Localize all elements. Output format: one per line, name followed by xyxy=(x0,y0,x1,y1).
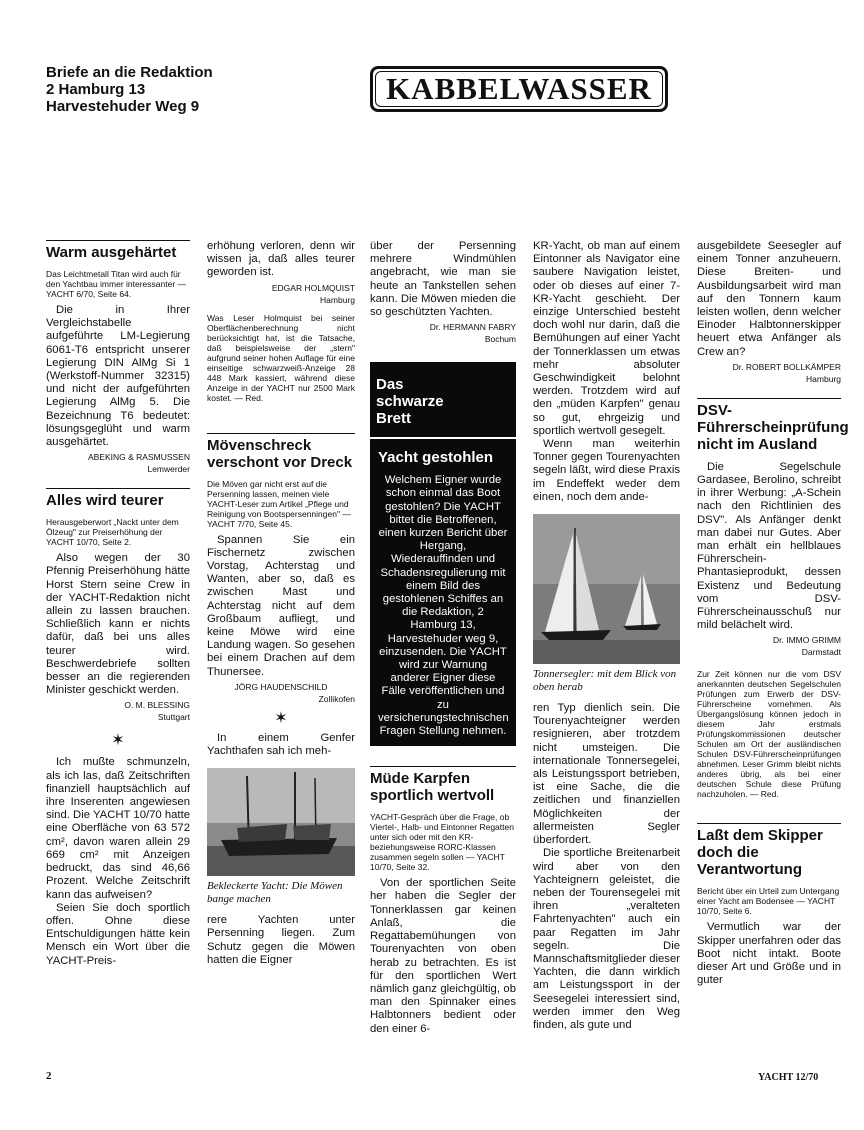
editorial-address: Briefe an die Redaktion 2 Hamburg 13 Harvestehuder Weg 9 xyxy=(46,64,213,115)
letter-body: erhöhung verloren, denn wir wissen ja, daß alles teurer geworden ist. xyxy=(207,240,355,279)
divider xyxy=(46,240,190,241)
article-title: Laßt dem Skipper doch die Verantwortung xyxy=(697,827,823,879)
sailboat-photo-drawing xyxy=(533,514,680,664)
article-intro: Das Leichtmetall Titan wird auch für den Yachtbau immer interessanter — YACHT 6/70, Seite 64. xyxy=(46,269,187,299)
article-title: Warm ausgehärtet xyxy=(46,244,177,261)
letter-body: Vermutlich war der Skipper unerfahren oder das Boot nicht intakt. Boote dieser Art und Größe und in guter xyxy=(697,921,841,987)
letter-body: Die Segelschule Gardasee, Berolino, schreibt in ihrer Werbung: „A-Schein nach den Richtlinien des DSV". Als Anfänger denkt man dabei nur Gutes. Aber man erhält ein hellblaues Führerschein-Phantasieprodukt, dessen Existenz und Bedeutung vom DSV-Führerscheinausschuß nur mild belächelt wird. xyxy=(697,460,841,632)
letter-location: Zollikofen xyxy=(318,693,355,704)
letter-location: Lemwerder xyxy=(147,464,190,475)
letter-location: Bochum xyxy=(484,334,516,345)
letter-body: rere Yachten unter Persenning liegen. Zum Schutz gegen die Möwen hatten die Eigner xyxy=(207,914,355,966)
article-title: Mövenschreck verschont vor Dreck xyxy=(207,436,353,471)
letter-signature: JÖRG HAUDENSCHILD xyxy=(234,681,328,692)
article-title: DSV-Führerscheinprüfung nicht im Ausland xyxy=(697,401,849,453)
separator-star: ✶ xyxy=(274,709,288,727)
letter-body: Also wegen der 30 Pfennig Preiserhöhung hätte Horst Stern seine Crew in der YACHT-Redaktion nicht allein zu lassen brauchen. Schließlich kann er nichts dafür, daß bei uns alles teurer wird. Beschwerdebriefe sollten besser an die regierenden Minister geschickt werden. xyxy=(46,552,190,697)
letter-signature: Dr. IMMO GRIMM xyxy=(773,635,841,646)
divider xyxy=(370,766,516,767)
letter-body: In einem Genfer Yachthafen sah ich meh- xyxy=(207,731,355,758)
letter-body: Die in Ihrer Vergleichstabelle aufgeführte LM-Legierung 6061-T6 entspricht unserer Legierung DIN AlMg Si 1 (Werkstoff-Nummer 32315) und nicht der aufgeführten Legierung AlMg 5. Die Bezeichnung T6 bedeutet: lösungsgeglüht und warm ausgehärtet. xyxy=(46,304,190,449)
editor-note: Zur Zeit können nur die vom DSV anerkannten deutschen Segelschulen Prüfungen zum Erwerb der DSV-Führerscheine vornehmen. Als Übergangslösung können jedoch in diesem Jahr erstmals Prüfungskommissionen deutscher Schulen am Ort der ausländischen Schulen DSV-Führerscheinprüfungen abnehmen. Leser Grimm bleibt nichts anderes übrig, als bei einer deutschen Schule diese Prüfung nachzuholen. — Red. xyxy=(697,669,841,800)
divider xyxy=(697,398,841,399)
column-1 xyxy=(46,240,190,968)
photo-yacht-harbour xyxy=(207,768,355,876)
letter-location: Stuttgart xyxy=(157,712,190,723)
article-title: Müde Karpfen sportlich wertvoll xyxy=(370,770,495,805)
letter-location: Darmstadt xyxy=(801,647,841,658)
divider xyxy=(697,823,841,824)
letter-signature: O. M. BLESSING xyxy=(124,700,190,711)
divider xyxy=(207,433,355,434)
letter-body: KR-Yacht, ob man auf einem Eintonner als Navigator eine saubere Navigation leistet, oder ob dieses auf einer 7-KR-Yacht geschieht. Der einzige Unterschied besteht doch wohl nur darin, daß die Bemühungen auf einer Yacht der Tonnerklassen um etwas mehr absoluter Geschwindigkeit belohnt werden. Trotzdem wird auf den „müden Karpfen" genau so gut, ehrgeizig und sportlich wertvoll gesegelt. xyxy=(533,240,680,437)
letter-body: Ich mußte schmunzeln, als ich las, daß Zeitschriften finanziell hauptsächlich auf ihre Inserenten angewiesen sind. Die YACHT 10/70 hatte eine Oberfläche von 63 572 cm², davon waren allein 29 669 cm² mit Anzeigen bedruckt, das sind 46,66 Prozent. Welche Zeitschrift kann das aufweisen? xyxy=(46,756,190,901)
letter-body: ausgebildete Seesegler auf einem Tonner anzuheuern. Diese Breiten- und Ausbildungsarbeit wird man auf den Tonnern kaum leisten wollen, denn welcher Einoder Halbtonnerskipper heuert etwa Anfänger als Crew an? xyxy=(697,240,841,358)
notice-board-title: Das schwarze Brett xyxy=(370,362,516,427)
letter-body: Die sportliche Breitenarbeit wird aber von den Yachteignern geleistet, die neben der Tourensegelei mit ihren „veralteten Fahrtenyachten" auch ein paar Regatten im Jahr segeln. Die Mannschaftsmitglieder dieser Yachten, die dann wirklich am Leistungssport in der Seesegelei interessiert sind, werden immer den Weg finden, als gute und xyxy=(533,847,680,1031)
letter-location: Hamburg xyxy=(320,294,355,305)
notice-title: Yacht gestohlen xyxy=(378,449,494,467)
logo-text: KABBELWASSER xyxy=(386,71,652,106)
notice-board xyxy=(370,362,516,746)
notice-box xyxy=(370,439,516,746)
letter-body: Wenn man weiterhin Tonner gegen Tourenyachten segeln läßt, wird diese Praxis im Endeffekt weder dem einen, noch dem ande- xyxy=(533,438,680,503)
divider xyxy=(46,488,190,489)
article-intro: Die Möven gar nicht erst auf die Persenning lassen, meinen viele YACHT-Leser zum Artikel „Pflege und Reinigung von Bootspersenningen" — YACHT 7/70, Seite 45. xyxy=(207,478,351,529)
letter-body: Spannen Sie ein Fischernetz zwischen Vorstag, Achterstag und Wanten, aber so, daß es zwischen Mast und Achterstag nicht auf dem Großbaum aufliegt, und keine Möwe wird eine Landung wagen. So gesehen bei einem Drachen auf dem Thunersee. xyxy=(207,533,355,678)
photo-tonner-sailers xyxy=(533,514,680,664)
issue-label: YACHT 12/70 xyxy=(758,1072,819,1083)
photo-caption: Tonnersegler: mit dem Blick von oben herab xyxy=(533,668,677,694)
letter-signature: EDGAR HOLMQUIST xyxy=(271,282,355,293)
letter-body: über der Persenning mehrere Windmühlen angebracht, wie man sie heute an Tankstellen sehen kann. Die Möwen mieden die so geschützten Yachten. xyxy=(370,240,516,319)
letter-body: ren Typ dienlich sein. Die Tourenyachteigner werden resignieren, aber trotzdem nicht umsteigen. Die internationale Tonnersegelei, als Leistungssport betrieben, ist eine Sache, die die zeitlichen und finanziellen Möglichkeiten der allermeisten Segler überfordert. xyxy=(533,702,680,847)
letter-signature: Dr. HERMANN FABRY xyxy=(429,322,516,333)
editor-note: Was Leser Holmquist bei seiner Oberflächenberechnung nicht berücksichtigt hat, ist die Tatsache, daß beispielsweise der „stern" aufgrund seiner hohen Auflage für eine einseitige schwarzweiß-Anzeige 28 448 Mark kassiert, während diese Anzeige in der YACHT nur 2500 Mark kostet. — Red. xyxy=(207,312,355,403)
letter-location: Hamburg xyxy=(806,373,841,384)
letter-body: Seien Sie doch sportlich offen. Ohne diese Entschuldigungen hätte kein Mensch ein Wort über die YACHT-Preis- xyxy=(46,901,190,967)
column-5 xyxy=(697,240,849,987)
separator-star: ✶ xyxy=(111,732,125,750)
article-intro: Herausgeberwort „Nackt unter dem Ölzeug" zur Preiserhöhung der YACHT 10/70, Seite 2. xyxy=(46,517,179,548)
page-number: 2 xyxy=(46,1070,52,1082)
notice-body: Welchem Eigner wurde schon einmal das Boot gestohlen? Die YACHT bittet die Betroffenen, einen kurzen Bericht über Hergang, Wiederauffinden und Schadensregulierung mit einem Bild des gestohlenen Schiffes an die Redaktion, 2 Hamburg 13, Harvestehuder weg 9, einzusenden. Die YACHT wird zur Warnung anderer Eigner diese Fälle veröffentlichen und zu versicherungstechnischen Fragen Stellung nehmen. xyxy=(378,474,509,738)
letter-body: Von der sportlichen Seite her haben die Segler der Tonnerklassen gar keinen Anlaß, die Regattabemühungen von Tourenyachten von oben herab zu betrachten. Es ist für den sportlichen Wert nämlich ganz gleichgültig, ob man den Spinnaker eines Halbtonners bedient oder den einer 6- xyxy=(370,877,516,1035)
column-4 xyxy=(533,240,680,1032)
letter-signature: Dr. ROBERT BOLLKÄMPER xyxy=(732,361,841,372)
article-intro: Bericht über ein Urteil zum Untergang einer Yacht am Bodensee — YACHT 10/70, Seite 6. xyxy=(697,886,840,917)
letter-signature: ABEKING & RASMUSSEN xyxy=(87,452,190,463)
article-intro: YACHT-Gespräch über die Frage, ob Viertel-, Halb- und Eintonner Regatten unter sich oder mit den KR-beziehungsweise RORC-Klassen zusammen segeln sollen — YACHT 10/70, Seite 32. xyxy=(370,812,514,873)
column-2 xyxy=(207,240,355,967)
column-3 xyxy=(370,240,516,1036)
harbour-photo-drawing xyxy=(207,768,355,876)
kabbelwasser-logo xyxy=(370,66,668,112)
photo-caption: Bekleckerte Yacht: Die Möwen bange machen xyxy=(207,880,343,906)
article-title: Alles wird teurer xyxy=(46,492,164,510)
